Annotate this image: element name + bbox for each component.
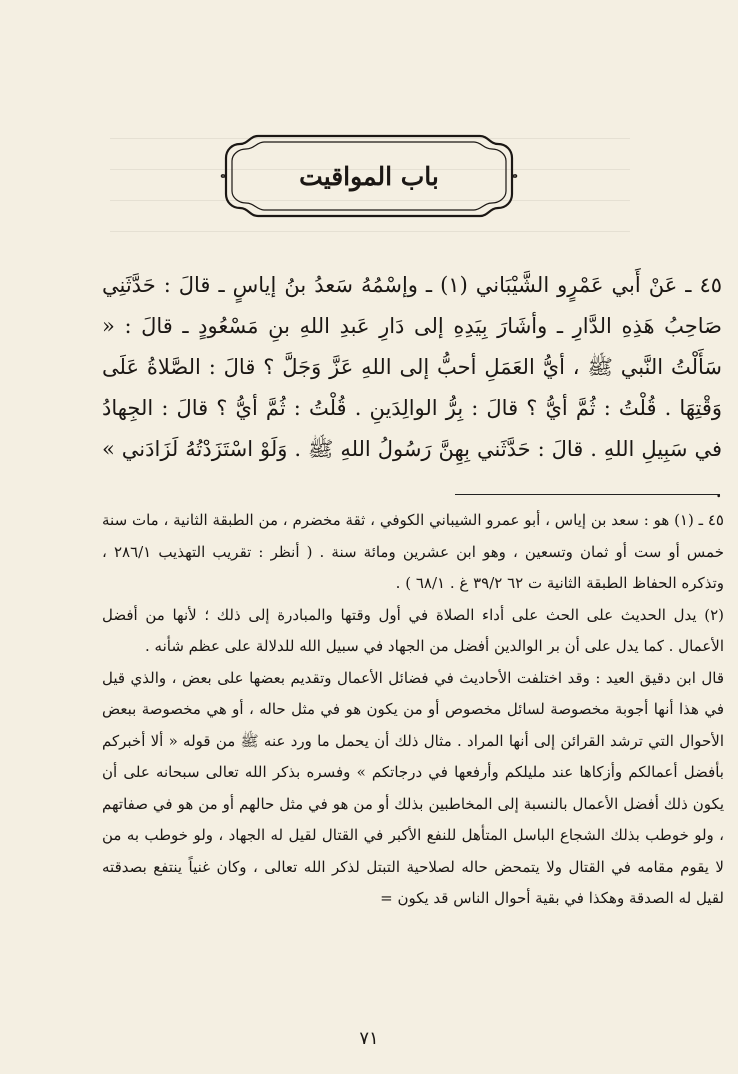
chapter-title-cartouche	[218, 128, 520, 224]
footnote-separator	[455, 494, 720, 495]
chapter-title: باب المواقيت	[299, 161, 439, 191]
footnotes	[102, 505, 724, 915]
footnote-1: ٤٥ ـ (١) هو : سعد بن إياس ، أبو عمرو الشيباني الكوفي ، ثقة مخضرم ، من الطبقة الثانية ، مات سنة خمس أو ست أو ثمان وتسعين ، وهو ابن عشرين ومائة سنة . ( أنظر : تقريب التهذيب ٢٨٦/١ ، وتذكره الحفاظ الطبقة الثانية ت ٦٢ ٣٩/٢ غ . ٦٨/١ ) .	[102, 511, 725, 592]
page-number: ٧١	[359, 1028, 379, 1049]
hadith-text	[102, 265, 722, 511]
hadith-paragraph: ٤٥ ـ عَنْ أَبي عَمْرٍو الشَّيْبَاني (١) ـ وإسْمُهُ سَعدُ بنُ إياسٍ ـ قالَ : حَدَّثَنِي صَاحِبُ هَذِهِ الدَّارِ ـ وأشَارَ بِيَدِهِ إلى دَارِ عَبدِ اللهِ بنِ مَسْعُودٍ ـ قالَ : « سَأَلْتُ النَّبي ﷺ ، أيُّ العَمَلِ أحبُّ إلى اللهِ عَزَّ وَجَلَّ ؟ قالَ : الصَّلاةُ عَلَى وَقْتِهَا . قُلْتُ : ثُمَّ أيُّ ؟ قالَ : بِرُّ الوالِدَينِ . قُلْتُ : ثُمَّ أيُّ ؟ قالَ : الجِهادُ في سَبِيلِ اللهِ . قالَ : حَدَّثَني بِهِنَّ رَسُولُ اللهِ ﷺ . وَلَوْ اسْتَزَدْتُهُ لَزَادَني » .	[102, 273, 722, 502]
footnote-commentary: قال ابن دقيق العيد : وقد اختلفت الأحاديث في فضائل الأعمال وتقديم بعضها على بعض ، والذي قيل في هذا أنها أجوبة مخصوصة لسائل مخصوص أو من يكون هو في مثل حاله ، أو هي مخصوصة ببعض الأحوال التي ترشد القرائن إلى أنها المراد . مثال ذلك أن يحمل ما ورد عنه ﷺ من قوله « ألا أخبركم بأفضل أعمالكم وأزكاها عند مليلكم وأرفعها في درجاتكم » وفسره بذكر الله تعالى سبحانه على أن يكون ذلك أفضل الأعمال بالنسبة إلى المخاطبين بذلك أو من هو في مثل حالهم أو من هو في صفاتهم ، ولو خوطب بذلك الشجاع الباسل المتأهل للنفع الأكبر في القتال لقيل له الجهاد ، ولو خوطب به من لا يقوم مقامه في القتال ولا يتمحض حاله لصلاحية التبتل لذكر الله تعالى ، وكان غنياً ينتفع بصدقته لقيل له الصدقة وهكذا في بقية أحوال الناس قد يكون =	[102, 668, 724, 907]
footnote-2: (٢) يدل الحديث على الحث على أداء الصلاة في أول وقتها والمبادرة إلى ذلك ؛ لأنها من أفضل الأعمال . كما يدل على أن بر الوالدين أفضل من الجهاد في سبيل الله للدلالة على عظم شأنه .	[102, 605, 724, 655]
